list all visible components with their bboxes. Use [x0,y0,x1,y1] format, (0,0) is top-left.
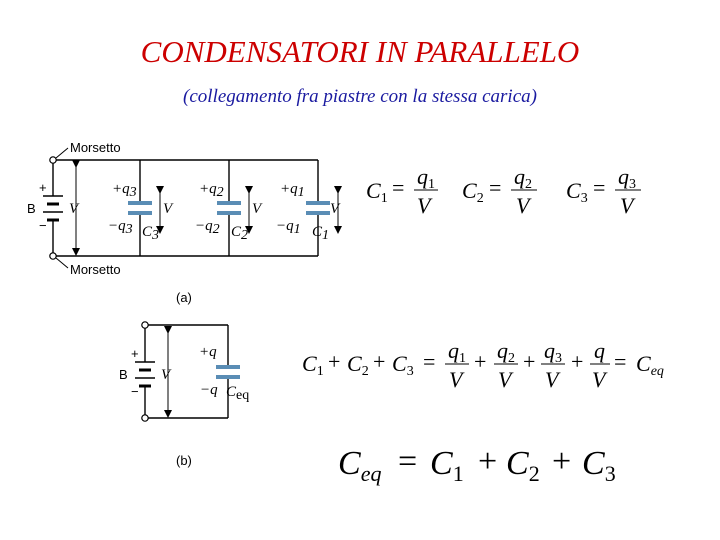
terminal-bottom-dot [50,253,56,259]
voltage-label-a: V [69,201,79,217]
cap2-label: C2 [231,224,249,243]
circuit-b-wires [145,325,228,418]
capacitor-ceq [216,365,240,379]
svg-text:q3: q3 [618,164,636,192]
circuit-b [119,322,249,468]
svg-text:q1: q1 [417,164,435,192]
svg-text:V: V [592,367,606,392]
svg-text:C3: C3 [566,178,588,206]
svg-text:C2: $C_2$ [506,445,540,486]
svg-text:=: = [423,349,436,374]
terminal-top-dot [50,157,56,163]
svg-text:=: = [593,175,606,200]
terminal-top-label: Morsetto [70,140,121,155]
cap1-minus-q: −q1 [276,218,301,237]
cap3-minus-q: −q3 [108,218,133,237]
svg-text:+: + [552,443,572,480]
cap1-plus-q: +q1 [280,181,305,200]
svg-text:V: V [545,367,559,392]
svg-text:V: V [449,367,463,392]
svg-text:+: + [328,349,341,374]
svg-text:+: + [571,349,584,374]
svg-text:+: + [523,349,536,374]
ceq-plus-q: +q [199,344,217,360]
svg-text:V: V [417,193,431,218]
terminal-b-bottom-dot [142,415,148,421]
page-title: CONDENSATORI IN PARALLELO [140,34,580,69]
formula-c3-def [566,164,641,218]
svg-text:+: + [373,349,386,374]
terminal-bottom-label: Morsetto [70,262,121,277]
svg-text:=: = [614,349,627,374]
svg-text:V: V [498,367,512,392]
formula-final [338,443,616,486]
battery-a [43,196,63,220]
caption-a: (a) [176,290,192,305]
svg-text:Ceq: $C_{eq}$ [338,445,382,486]
cap3-v: V [163,201,173,217]
svg-text:V: V [620,193,634,218]
cap2-v: V [252,201,262,217]
svg-text:C2: C2 [462,178,484,206]
formula-c2-def [462,164,537,218]
svg-text:C1: $C_1$ [430,445,464,486]
capacitor-c2 [217,201,241,215]
svg-text:+: + [478,443,498,480]
battery-a-label: B [27,201,36,216]
svg-text:q2: q2 [514,164,532,192]
terminal-b-top-dot [142,322,148,328]
terminal-top-leader [56,148,68,158]
battery-a-minus: − [39,218,47,233]
svg-text:=: = [398,443,418,480]
svg-text:q1: q1 [448,338,466,366]
cap3-plus-q: +q3 [112,181,137,200]
circuit-a [27,140,341,305]
ceq-minus-q: −q [200,382,218,398]
svg-text:V: V [516,193,530,218]
cap1-label: C1 [312,224,330,243]
battery-a-plus: + [39,180,47,195]
svg-text:C1: C1 [302,351,324,379]
battery-b-label: B [119,367,128,382]
capacitor-c1 [306,201,330,215]
svg-text:C1: C1 [366,178,388,206]
caption-b: (b) [176,453,192,468]
svg-text:=: = [392,175,405,200]
formula-sum-line [302,338,664,392]
terminal-bottom-leader [56,258,68,268]
battery-b-plus: + [131,346,139,361]
svg-text:q3: q3 [544,338,562,366]
circuit-a-wires [53,160,318,256]
svg-text:+: + [474,349,487,374]
svg-text:=: = [489,175,502,200]
capacitor-c3 [128,201,152,215]
svg-text:C3: $C_3$ [582,445,616,486]
voltage-label-b: V [161,367,171,383]
cap3-label: C3 [142,224,160,243]
svg-text:q2: q2 [497,338,515,366]
svg-text:C3: C3 [392,351,414,379]
svg-text:q: q [594,338,605,363]
page-subtitle: (collegamento fra piastre con la stessa carica) [183,86,537,107]
svg-text:C2: C2 [347,351,369,379]
battery-b [135,362,155,386]
cap2-plus-q: +q2 [199,181,224,200]
cap2-minus-q: −q2 [195,218,220,237]
cap1-v: V [330,201,340,217]
ceq-label: Ceq [226,384,250,403]
battery-b-minus: − [131,384,139,399]
formula-c1-def [366,164,438,218]
svg-text:Ceq: Ceq [636,351,664,379]
